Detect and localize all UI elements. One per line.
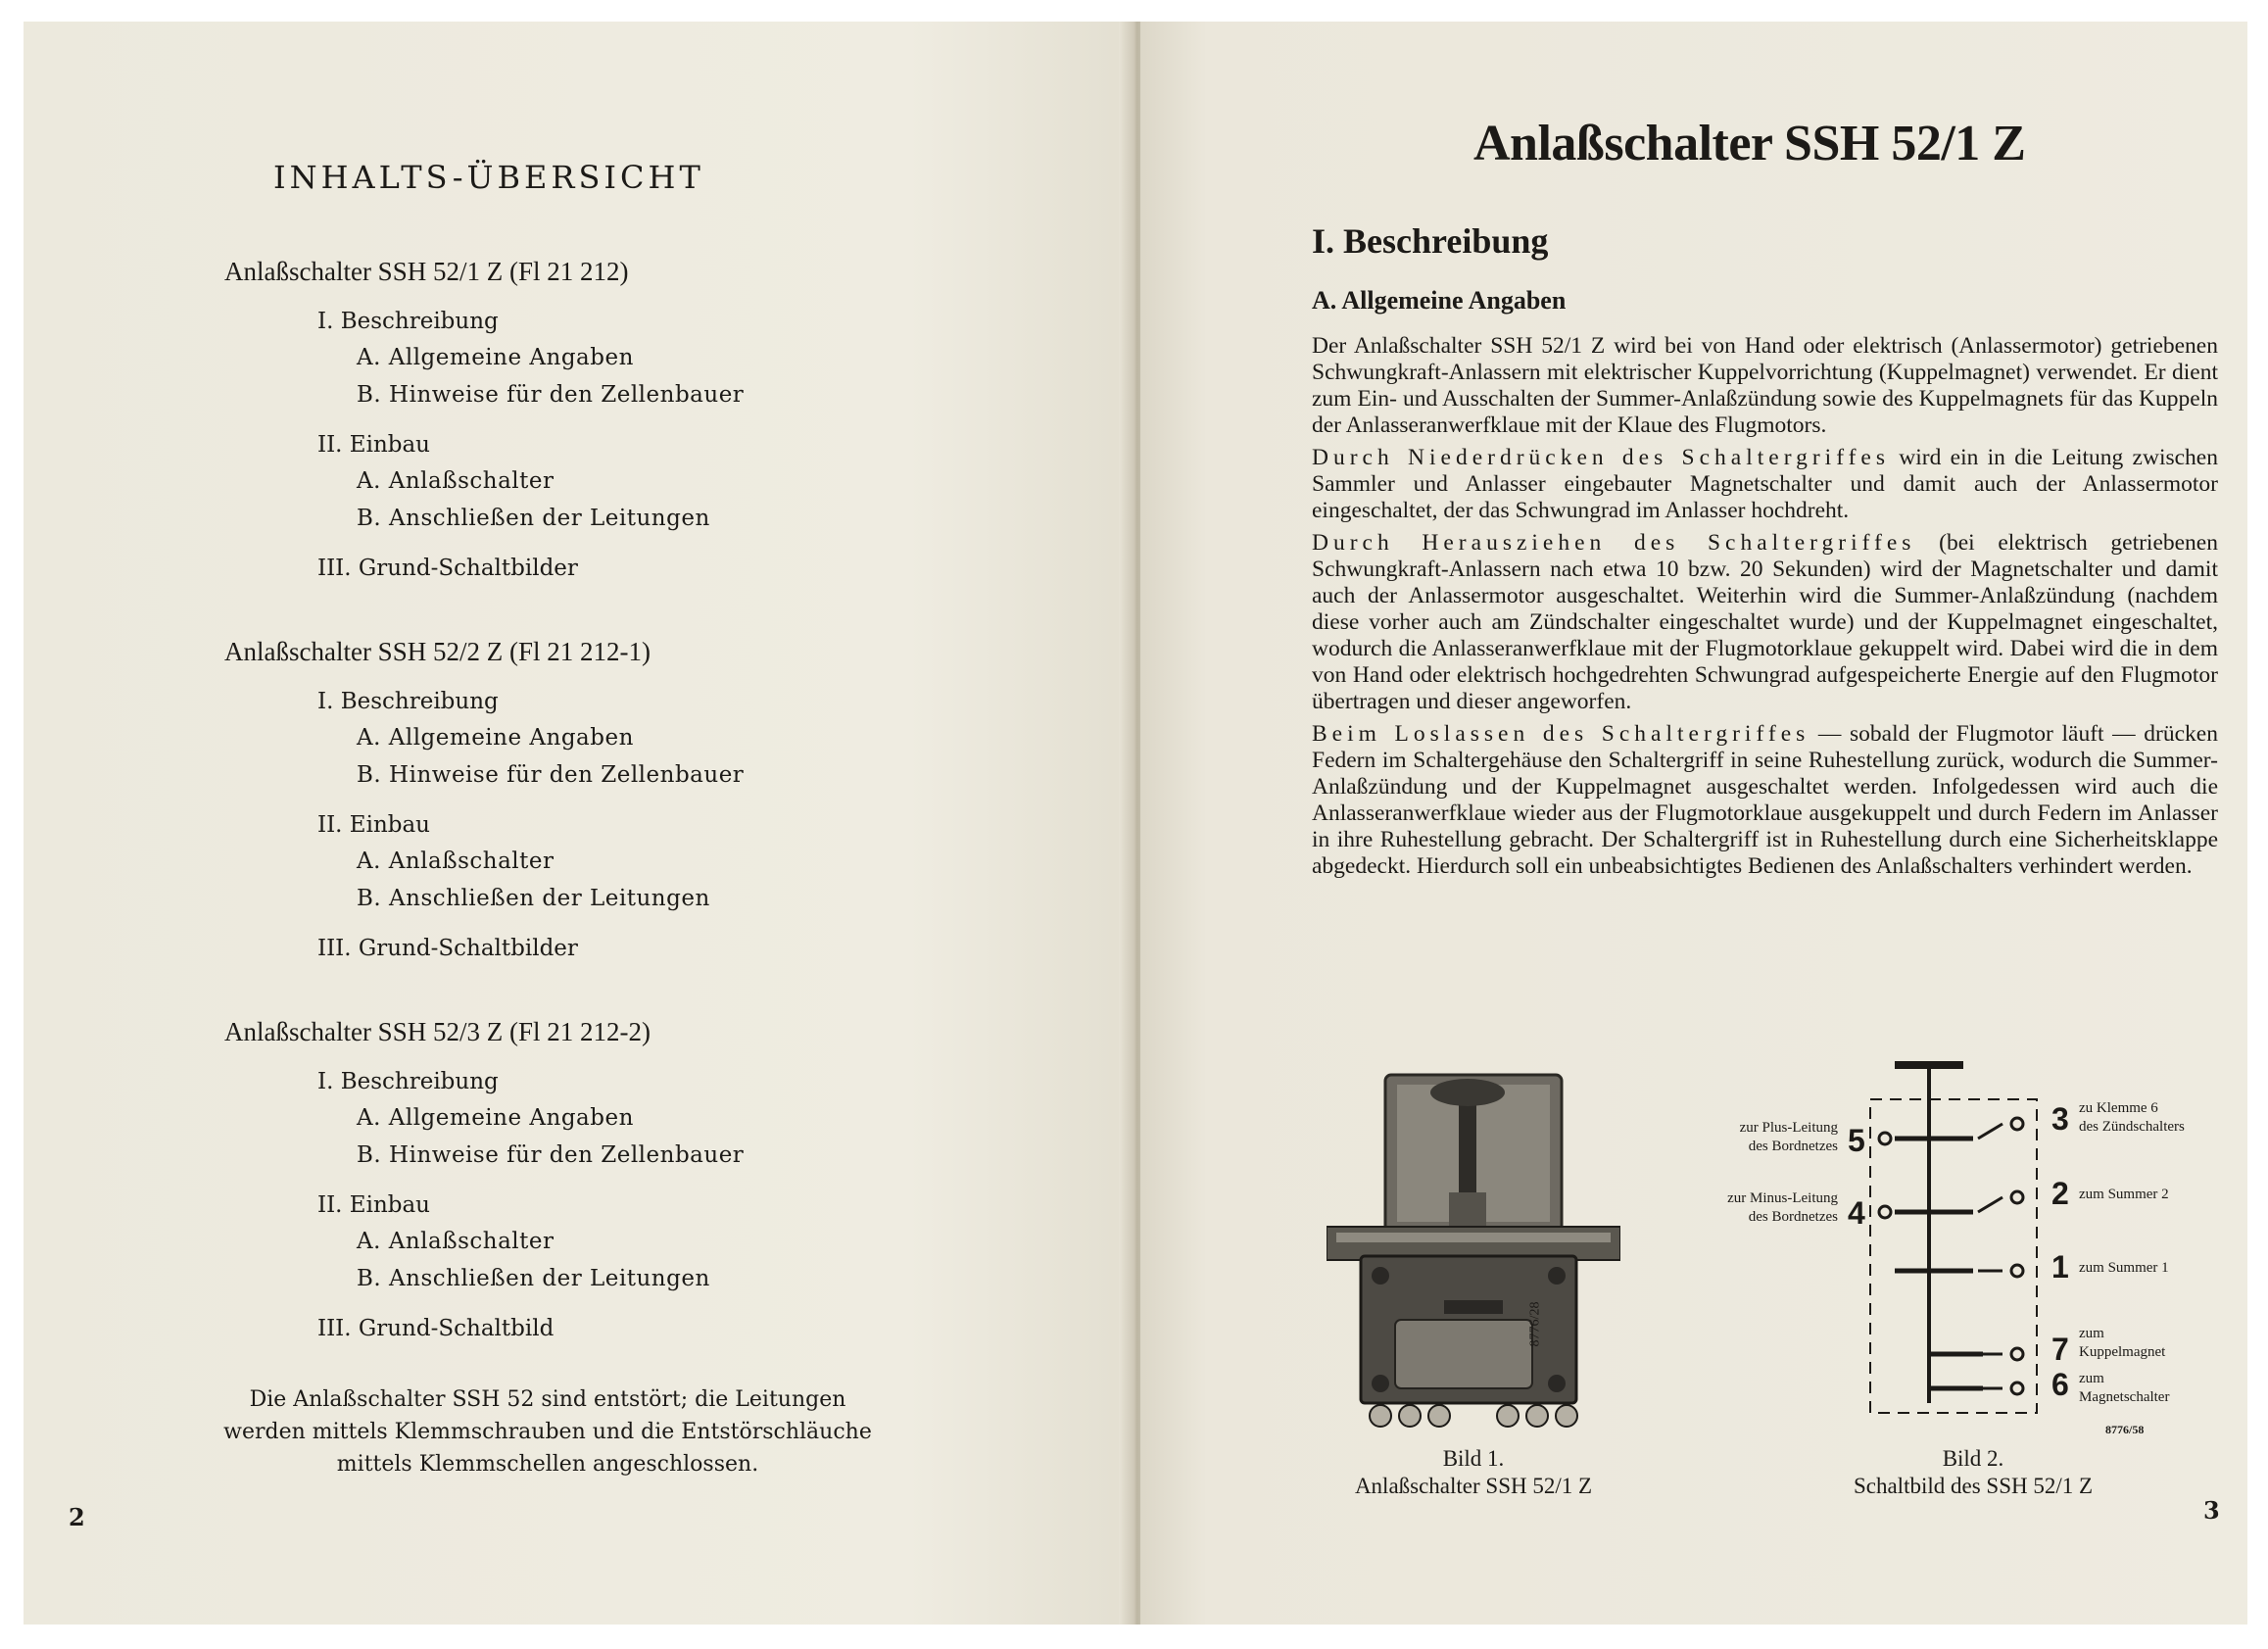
toc-subitem: B. Anschließen der Leitungen — [357, 886, 710, 911]
footnote-line: Die Anlaßschalter SSH 52 sind entstört; die Leitungen — [249, 1387, 846, 1412]
toc-item: II. Einbau — [317, 812, 430, 838]
booklet-spread — [24, 22, 2247, 1625]
page-number-right: 3 — [2203, 1496, 2220, 1525]
label-line: zum Summer 2 — [2079, 1187, 2169, 1202]
toc-item: III. Grund-Schaltbild — [317, 1316, 555, 1341]
terminal-number: 4 — [1848, 1195, 1865, 1231]
caption-line: Schaltbild des SSH 52/1 Z — [1853, 1474, 2094, 1498]
left-page — [24, 22, 1131, 1625]
label-line: zum Summer 1 — [2079, 1260, 2169, 1276]
terminal-label — [2079, 1186, 2169, 1204]
toc-item: II. Einbau — [317, 1192, 430, 1218]
paragraph-text: Der Anlaßschalter SSH 52/1 Z wird bei von Hand oder elektrisch (Anlassermotor) getriebenen Schwungkraft-Anlassern mit elektrischer Kuppelvorrichtung (Kuppelmagnet) verwendet. Er dient zum Ein- und Ausschalten der Summer-Anlaßzündung sowie des Kuppelmagnets für das Kuppeln der Anlasseranwerfklaue mit der Klaue des Flugmotors. — [1312, 333, 2218, 438]
paragraph-text: (bei elektrisch getriebenen Schwungkraft-Anlassern nach etwa 10 bzw. 20 Sekunden) wird der Magnetschalter und damit auch der Anlassermotor ausgeschaltet. Weiterhin wird die Summer-Anlaßzündung (nachdem diese vorher auch am Zündschalter eingeschaltet wurde) und der Kuppelmagnet eingeschaltet, wodurch die Anlasseranwerfklaue mit der Flugmotorklaue gekuppelt wird. Dabei wird die in dem von Hand oder elektrisch hochgedrehten Schwungrad aufgespeicherte Energie auf den Flugmotor übertragen und dieser angeworfen. — [1312, 530, 2218, 714]
terminal-label — [2079, 1099, 2185, 1137]
paragraph — [1312, 445, 2218, 524]
section-heading: I. Beschreibung — [1312, 221, 1549, 261]
toc-subitem: A. Anlaßschalter — [357, 468, 555, 494]
figure-code: 8776/28 — [1527, 1301, 1543, 1347]
page-title: Anlaßschalter SSH 52/1 Z — [1473, 116, 2026, 171]
label-line: zum — [2079, 1371, 2104, 1386]
body-text — [1312, 333, 2218, 886]
terminal-number: 5 — [1848, 1123, 1865, 1158]
terminal-label — [2079, 1259, 2169, 1278]
toc-item: III. Grund-Schaltbilder — [317, 936, 578, 961]
paragraph-text: — sobald der Flugmotor läuft — drücken Federn im Schaltergehäuse den Schaltergriff in seine Ruhestellung zurück, wodurch die Summer-Anlaßzündung und der Kuppelmagnet ausgeschaltet werden. Infolgedessen wird auch die Anlasseranwerfklaue wieder aus der Flugmotorklaue ausgekuppelt und durch Federn im Anlasser in ihre Ruhestellung gebracht. Der Schaltergriff ist in Ruhestellung durch eine Sicherheitsklappe abgedeckt. Hierdurch soll ein unbeabsichtigtes Bedienen des Anlaßschalters verhindert werden. — [1312, 721, 2218, 879]
toc-section-2 — [224, 633, 910, 966]
label-line: zur Minus-Leitung — [1727, 1190, 1838, 1206]
toc-subitem: B. Anschließen der Leitungen — [357, 1266, 710, 1291]
toc-item: II. Einbau — [317, 432, 430, 458]
toc-item: I. Beschreibung — [317, 1069, 499, 1094]
toc-subitem: B. Hinweise für den Zellenbauer — [357, 1142, 745, 1168]
caption-line: Anlaßschalter SSH 52/1 Z — [1354, 1474, 1593, 1498]
toc-section-heading: Anlaßschalter SSH 52/3 Z (Fl 21 212-2) — [224, 1017, 651, 1046]
paragraph-lead: Durch Herausziehen des Schaltergriffes — [1312, 530, 1916, 556]
paragraph — [1312, 333, 2218, 439]
toc-section-3 — [224, 1013, 910, 1346]
toc-section-heading: Anlaßschalter SSH 52/2 Z (Fl 21 212-1) — [224, 637, 651, 666]
terminal-number: 3 — [2051, 1101, 2069, 1137]
figure-code: 8776/58 — [2105, 1423, 2145, 1436]
terminal-label — [1642, 1189, 1838, 1227]
paragraph — [1312, 530, 2218, 715]
terminal-number: 1 — [2051, 1249, 2069, 1285]
label-line: Kuppelmagnet — [2079, 1344, 2166, 1360]
footnote-line: werden mittels Klemmschrauben und die Entstörschläuche — [223, 1420, 872, 1444]
toc-subitem: A. Allgemeine Angaben — [357, 725, 634, 751]
caption-line: Bild 2. — [1942, 1446, 2004, 1471]
terminal-label — [1642, 1119, 1838, 1156]
paragraph-lead: Beim Loslassen des Schaltergriffes — [1312, 721, 1810, 747]
toc-subitem: B. Hinweise für den Zellenbauer — [357, 762, 745, 788]
label-line: zu Klemme 6 — [2079, 1100, 2158, 1116]
toc-subitem: A. Anlaßschalter — [357, 1229, 555, 1254]
toc-subitem: B. Anschließen der Leitungen — [357, 506, 710, 531]
label-line: zum — [2079, 1326, 2104, 1341]
figure-caption — [1767, 1445, 2179, 1500]
terminal-number: 2 — [2051, 1176, 2069, 1211]
toc-subitem: A. Allgemeine Angaben — [357, 1105, 634, 1131]
toc-title: INHALTS-ÜBERSICHT — [273, 159, 704, 196]
terminal-label — [2079, 1370, 2169, 1407]
toc-section-1 — [224, 253, 910, 586]
terminal-label — [2079, 1325, 2165, 1362]
paragraph-lead: Durch Niederdrücken des Schaltergriffes — [1312, 445, 1890, 470]
toc-section-heading: Anlaßschalter SSH 52/1 Z (Fl 21 212) — [224, 257, 629, 286]
toc-footnote — [166, 1383, 930, 1480]
footnote-line: mittels Klemmschellen angeschlossen. — [336, 1452, 759, 1477]
label-line: des Bordnetzes — [1748, 1209, 1838, 1225]
terminal-number: 7 — [2051, 1332, 2069, 1367]
page-number-left: 2 — [69, 1503, 85, 1531]
paragraph — [1312, 721, 2218, 880]
toc-subitem: B. Hinweise für den Zellenbauer — [357, 382, 745, 408]
terminal-number: 6 — [2051, 1367, 2069, 1402]
label-line: des Bordnetzes — [1748, 1139, 1838, 1154]
caption-line: Bild 1. — [1442, 1446, 1505, 1471]
label-line: Magnetschalter — [2079, 1389, 2170, 1405]
figure-caption — [1287, 1445, 1660, 1500]
subsection-heading: A. Allgemeine Angaben — [1312, 286, 1567, 315]
toc-subitem: A. Allgemeine Angaben — [357, 345, 634, 370]
toc-subitem: A. Anlaßschalter — [357, 849, 555, 874]
toc-item: I. Beschreibung — [317, 689, 499, 714]
right-page — [1140, 22, 2247, 1625]
paragraph-text: wird ein in die Leitung zwischen Sammler und Anlasser eingebauter Magnetschalter und damit auch der Anlassermotor eingeschaltet, der das Schwungrad im Anlasser hochdreht. — [1312, 445, 2218, 523]
label-line: des Zündschalters — [2079, 1119, 2185, 1135]
toc-item: III. Grund-Schaltbilder — [317, 556, 578, 581]
switch-illustration — [1327, 1055, 1620, 1437]
toc-item: I. Beschreibung — [317, 309, 499, 334]
label-line: zur Plus-Leitung — [1739, 1120, 1838, 1136]
